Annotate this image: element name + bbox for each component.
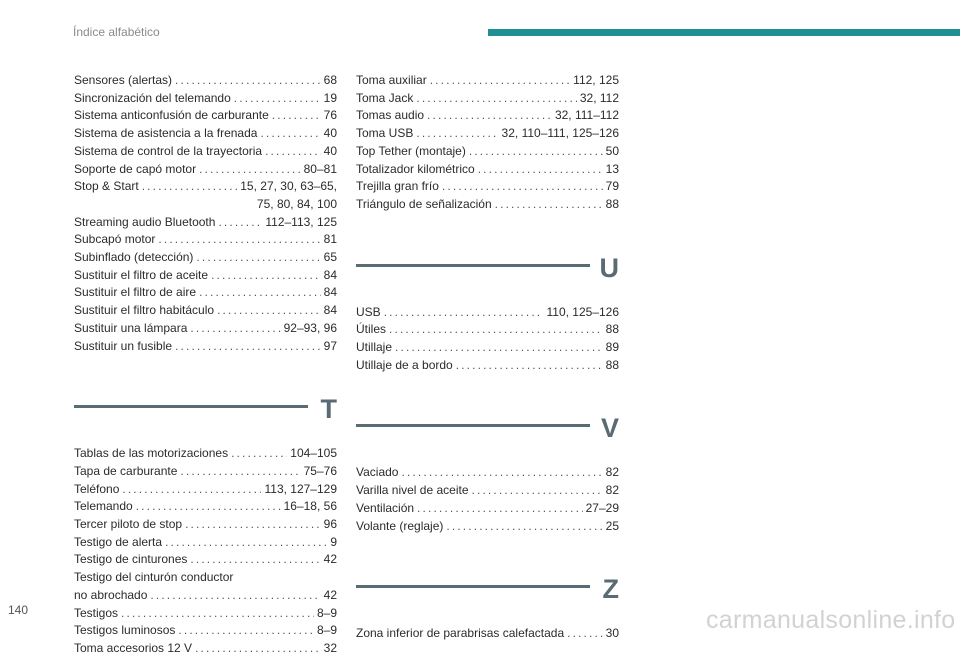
index-entry (74, 534, 337, 552)
index-entry (74, 498, 337, 516)
index-entry-page: 19 (323, 90, 337, 105)
index-entry-label: USB (356, 304, 381, 319)
dot-leader (472, 482, 603, 500)
index-section-t (74, 395, 337, 657)
index-entry-page: 104–105 (290, 446, 337, 461)
index-entry-label: Stop & Start (74, 179, 139, 194)
index-entry-page: 113, 127–129 (264, 481, 337, 496)
index-entry-page: 8–9 (316, 605, 337, 620)
index-entry-label: Útiles (356, 322, 387, 337)
index-entry-label: Teléfono (74, 481, 120, 496)
index-entry-page-continued: 75, 80, 84, 100 (256, 196, 337, 211)
index-entry (74, 284, 337, 302)
index-entry-page: 79 (605, 179, 619, 194)
index-entry (74, 551, 337, 569)
index-entry-label: Sensores (alertas) (74, 73, 173, 87)
index-entry (74, 161, 337, 179)
dot-leader (121, 605, 314, 623)
index-entry (74, 481, 337, 499)
index-entry-label: Trejilla gran frío (356, 179, 439, 194)
index-section-z (356, 575, 619, 643)
index-entry (74, 231, 337, 249)
index-entry (74, 338, 337, 356)
dot-leader (231, 445, 287, 463)
index-entry-page: 84 (323, 303, 337, 318)
index-entry (74, 107, 337, 125)
index-entry-page: 96 (323, 517, 337, 532)
index-entry-label: Vaciado (356, 465, 399, 480)
dot-leader (211, 267, 321, 285)
dot-leader (217, 302, 321, 320)
index-entry (356, 72, 619, 90)
dot-leader (430, 72, 570, 90)
index-list-s (74, 72, 337, 355)
index-entry-page: 89 (605, 340, 619, 355)
index-entry-label: Volante (reglaje) (356, 518, 444, 533)
index-entry-page: 32 (323, 640, 337, 655)
index-entry-label: Sistema de asistencia a la frenada (74, 126, 258, 141)
dot-leader (180, 463, 300, 481)
index-column-left (74, 72, 337, 658)
index-entry-page: 9 (330, 534, 337, 549)
index-entry-page: 32, 111–112 (554, 108, 619, 123)
index-entry (356, 482, 619, 500)
index-entry-page: 42 (323, 587, 337, 602)
dot-leader (199, 284, 321, 302)
dot-leader (401, 464, 602, 482)
index-entry-label: Tablas de las motorizaciones (74, 446, 229, 461)
header-accent-bar (488, 29, 960, 36)
index-list-t-cont (356, 72, 619, 214)
dot-leader (185, 516, 321, 534)
index-entry (74, 214, 337, 232)
dot-leader (456, 357, 603, 375)
dot-leader (136, 498, 281, 516)
index-list-u (356, 304, 619, 375)
index-entry-page: 25 (605, 518, 619, 533)
dot-leader (416, 90, 576, 108)
index-entry (356, 321, 619, 339)
index-entry (74, 72, 337, 90)
index-entry-page: 65 (323, 250, 337, 265)
dot-leader (272, 107, 321, 125)
index-entry-page: 40 (323, 143, 337, 158)
index-entry (74, 302, 337, 320)
index-entry-page: 84 (323, 267, 337, 282)
index-entry (356, 143, 619, 161)
index-entry-label: Utillaje (356, 340, 393, 355)
index-entry-page: 32, 112 (579, 90, 619, 105)
index-entry (356, 125, 619, 143)
index-entry-label: Sustituir el filtro habitáculo (74, 303, 215, 318)
index-entry (356, 625, 619, 643)
dot-leader (384, 304, 544, 322)
index-entry-page: 8–9 (316, 623, 337, 638)
index-entry (356, 107, 619, 125)
index-entry-label: Sistema anticonfusión de carburante (74, 108, 269, 123)
index-entry-label: Testigo de cinturones (74, 552, 188, 567)
index-entry-label: Tercer piloto de stop (74, 517, 183, 532)
index-entry-page: 81 (323, 232, 337, 247)
dot-leader (265, 143, 321, 161)
index-entry (74, 463, 337, 481)
index-entry-page: 42 (323, 552, 337, 567)
index-entry-label: Soporte de capó motor (74, 161, 197, 176)
index-entry-page: 88 (605, 196, 619, 211)
index-entry (356, 161, 619, 179)
section-divider (74, 405, 308, 408)
index-entry (74, 622, 337, 640)
index-entry (74, 587, 337, 605)
watermark: carmanualsonline.info (706, 606, 956, 634)
index-entry-page: 84 (323, 285, 337, 300)
index-entry (356, 500, 619, 518)
dot-leader (190, 551, 320, 569)
index-entry (74, 320, 337, 338)
dot-leader (199, 161, 301, 179)
index-entry-page: 76 (323, 108, 337, 123)
index-entry-label: Totalizador kilométrico (356, 161, 475, 176)
dot-leader (190, 320, 280, 338)
index-entry (74, 640, 337, 658)
section-divider (356, 585, 590, 588)
index-entry-page: 80–81 (303, 161, 337, 176)
index-entry (74, 125, 337, 143)
index-entry-page: 112, 125 (573, 73, 619, 87)
index-entry (356, 357, 619, 375)
index-entry-page: 13 (605, 161, 619, 176)
index-entry-label: Sustituir el filtro de aire (74, 285, 197, 300)
index-entry-page: 16–18, 56 (283, 499, 337, 514)
index-entry-label: Subcapó motor (74, 232, 156, 247)
index-entry-label: no abrochado (74, 587, 148, 602)
index-entry-label: Utillaje de a bordo (356, 357, 453, 372)
index-entry-label: Toma accesorios 12 V (74, 640, 193, 655)
index-entry-label: Streaming audio Bluetooth (74, 214, 216, 229)
index-list-z (356, 625, 619, 643)
index-entry (74, 605, 337, 623)
index-entry-label: Toma auxiliar (356, 73, 427, 87)
index-entry (74, 445, 337, 463)
index-entry-page: 110, 125–126 (546, 304, 619, 319)
index-entry-page: 27–29 (585, 500, 619, 515)
index-entry (356, 518, 619, 536)
index-entry-page: 68 (323, 73, 337, 87)
dot-leader (416, 125, 498, 143)
index-entry-page: 82 (605, 483, 619, 498)
index-list-t (74, 445, 337, 657)
index-entry-label: Top Tether (montaje) (356, 143, 466, 158)
dot-leader (142, 178, 238, 196)
index-entry-page: 88 (605, 357, 619, 372)
dot-leader (234, 90, 321, 108)
index-entry-label: Tapa de carburante (74, 463, 178, 478)
index-entry-label: Sincronización del telemando (74, 90, 231, 105)
index-entry-label: Testigos luminosos (74, 623, 176, 638)
dot-leader (122, 481, 261, 499)
index-entry (74, 90, 337, 108)
index-entry-label: Varilla nivel de aceite (356, 483, 469, 498)
section-letter-z: Z (602, 574, 619, 605)
index-entry (356, 90, 619, 108)
index-entry-label: Toma USB (356, 126, 414, 141)
section-letter-u: U (599, 252, 619, 283)
index-entry (356, 178, 619, 196)
index-entry (356, 196, 619, 214)
header-title: Índice alfabético (73, 25, 160, 39)
dot-leader (175, 72, 321, 90)
index-entry-page: 50 (605, 143, 619, 158)
dot-leader (150, 587, 320, 605)
section-letter-t: T (320, 394, 337, 425)
index-entry-page: 112–113, 125 (265, 214, 337, 229)
index-entry-label: Zona inferior de parabrisas calefactada (356, 626, 565, 641)
index-entry-page: 88 (605, 322, 619, 337)
index-entry (356, 339, 619, 357)
index-section-v (356, 414, 619, 535)
index-list-v (356, 464, 619, 535)
dot-leader (196, 249, 320, 267)
index-section-u (356, 254, 619, 375)
index-entry-page: 15, 27, 30, 63–65, (240, 179, 337, 194)
dot-leader (178, 622, 314, 640)
index-entry-page: 75–76 (303, 463, 337, 478)
index-entry-page: 92–93, 96 (283, 320, 337, 335)
index-entry-label: Triángulo de señalización (356, 196, 492, 211)
index-entry (356, 304, 619, 322)
index-entry (74, 516, 337, 534)
dot-leader (495, 196, 603, 214)
dot-leader (395, 339, 603, 357)
section-letter-v: V (600, 413, 619, 444)
section-divider (356, 264, 590, 267)
dot-leader (158, 231, 320, 249)
dot-leader (469, 143, 603, 161)
dot-leader (165, 534, 327, 552)
index-entry-label: Testigo del cinturón conductor (74, 570, 234, 585)
dot-leader (218, 214, 262, 232)
index-entry-label: Tomas audio (356, 108, 425, 123)
index-entry-label: Sustituir una lámpara (74, 320, 188, 335)
index-entry-label: Sustituir un fusible (74, 338, 173, 353)
index-entry-page: 82 (605, 465, 619, 480)
index-entry (74, 249, 337, 267)
index-entry-label: Sustituir el filtro de aceite (74, 267, 209, 282)
index-entry (356, 464, 619, 482)
dot-leader (195, 640, 321, 658)
index-entry-label: Ventilación (356, 500, 415, 515)
index-entry-page: 30 (605, 626, 619, 641)
index-entry-page: 97 (323, 338, 337, 353)
index-entry (74, 178, 337, 196)
dot-leader (446, 518, 602, 536)
index-entry-label: Subinflado (detección) (74, 250, 194, 265)
index-entry (74, 143, 337, 161)
index-entry-label: Toma Jack (356, 90, 414, 105)
index-entry-label: Testigos (74, 605, 119, 620)
dot-leader (567, 625, 603, 643)
index-entry-label: Telemando (74, 499, 133, 514)
dot-leader (442, 178, 603, 196)
dot-leader (478, 161, 603, 179)
index-entry-page: 40 (323, 126, 337, 141)
dot-leader (417, 500, 583, 518)
index-column-right (356, 72, 619, 643)
dot-leader (427, 107, 552, 125)
index-entry (74, 267, 337, 285)
section-divider (356, 424, 590, 427)
index-entry-label: Testigo de alerta (74, 534, 163, 549)
dot-leader (389, 321, 603, 339)
index-entry-page: 32, 110–111, 125–126 (501, 126, 619, 141)
dot-leader (175, 338, 321, 356)
page-number: 140 (8, 603, 29, 617)
index-entry-label: Sistema de control de la trayectoria (74, 143, 263, 158)
dot-leader (260, 125, 320, 143)
